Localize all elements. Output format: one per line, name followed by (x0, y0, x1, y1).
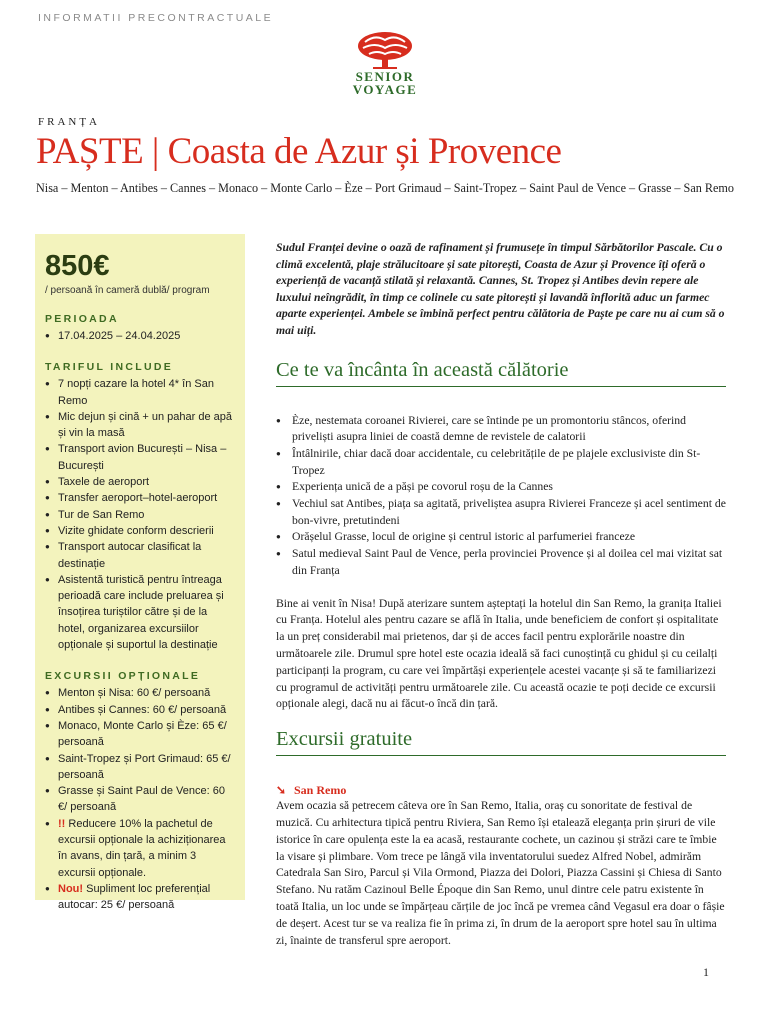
include-item: ● Mic dejun și cină + un pahar de apă și vin la masă (45, 409, 235, 442)
supplement-note (45, 881, 235, 914)
optional-heading: EXCURSII OPȚIONALE (45, 670, 201, 683)
period-list (45, 328, 235, 344)
include-item: ● Taxele de aeroport (45, 474, 235, 490)
supplement-text: Supliment loc preferențial autocar: 25 €/ persoană (58, 882, 211, 912)
san-remo-label: San Remo (294, 783, 347, 798)
includes-heading: TARIFUL INCLUDE (45, 361, 174, 374)
brand-line-2: VOYAGE (352, 82, 418, 97)
supplement-mark: Nou! (58, 882, 84, 895)
includes-list (45, 376, 235, 653)
intro-paragraph: Sudul Franței devine o oază de rafinament și frumusețe în timpul Sărbătorilor Pascale. Cu o climă excelentă, plaje strălucitoare și sate pitorești, Coasta de Azur și Provence îți oferă o experiență de vacanță stilată și relaxantă. Cannes, St. Tropez și Antibes devin repere ale luxului neîngrădit, în timp ce colinele cu sate pitorești și lavandă înflorită aduc un farmec aparte experienței. Ambele se îmbină perfect pentru călătoria de Paște pe care nu ai cum să o mai uiți. (276, 241, 725, 337)
highlights-list (276, 413, 726, 580)
optional-item: ● Menton și Nisa: 60 €/ persoană (45, 685, 235, 701)
welcome-paragraph: Bine ai venit în Nisa! După aterizare suntem așteptați la hotelul din San Remo, la granița Italiei cu Franța. Hotelul ales pentru cazare se află în Italia, unde beneficiem de confort și ospitalitate la un preț considerabil mai prietenos, dar și de acces facil pentru explorările noastre din următoarele zile. Drumul spre hotel este ocazia ideală să faci cunoștință cu ghidul și cu ceilalți participanți la program, cu care vei împărtăși experiențele acestei vacanțe și să te familiarizezi cu programul de activități pentru următoarele zile. Cu această ocazie te poți decide ce excursii opționale alegi, dacă nu ai făcut-o încă din țară. (276, 596, 722, 711)
brand-line-1: SENIOR (355, 69, 415, 84)
period-item: ● 17.04.2025 – 24.04.2025 (45, 328, 235, 344)
highlight-item: ● Vechiul sat Antibes, piața sa agitată, priveliștea asupra Rivierei Franceze și acel sentiment de bon-vivre, pretutindeni (276, 496, 726, 529)
price: 850€ (45, 250, 110, 282)
country-label: FRANȚA (38, 116, 101, 128)
highlight-item: ● Experiența unică de a păși pe covorul roșu de la Cannes (276, 479, 726, 496)
highlight-item: ● Orășelul Grasse, locul de origine și centrul istoric al parfumeriei franceze (276, 529, 726, 546)
page-title: PAȘTE | Coasta de Azur și Provence (36, 131, 562, 172)
include-item: ● Transfer aeroport–hotel-aeroport (45, 490, 235, 506)
top-label: INFORMATII PRECONTRACTUALE (38, 12, 274, 24)
highlight-item: ● Èze, nestemata coroanei Rivierei, care se întinde pe un promontoriu stâncos, oferind priveliști asupra liniei de coastă demne de revistele de calatorii (276, 413, 726, 446)
include-item: ● Asistentă turistică pentru întreaga perioadă care include preluarea și însoțirea turiștilor către și de la hotel, organizarea excursiilor opționale și suportul la destinație (45, 572, 235, 653)
senior-voyage-logo (340, 30, 430, 96)
optional-list (45, 685, 235, 913)
include-item: ● Vizite ghidate conform descrierii (45, 523, 235, 539)
discount-note (45, 816, 235, 881)
optional-item: ● Grasse și Saint Paul de Vence: 60 €/ persoană (45, 783, 235, 816)
san-remo-heading (276, 782, 726, 798)
include-item: ● 7 nopți cazare la hotel 4* în San Remo (45, 376, 235, 409)
discount-mark: !! (58, 817, 66, 830)
offer-sidebar (35, 234, 245, 912)
optional-item: ● Antibes și Cannes: 60 €/ persoană (45, 702, 235, 718)
page-number: 1 (703, 965, 709, 979)
tree-logo-icon (355, 30, 415, 70)
heading-free-excursions: Excursii gratuite (276, 727, 726, 756)
optional-item: ● Saint-Tropez și Port Grimaud: 65 €/ persoană (45, 751, 235, 784)
include-item: ● Transport avion București – Nisa – București (45, 441, 235, 474)
discount-text: Reducere 10% la pachetul de excursii opționale la achiziționarea în avans, din țară, a minim 3 excursii opționale. (58, 817, 226, 879)
optional-item: ● Monaco, Monte Carlo și Èze: 65 €/ persoană (45, 718, 235, 751)
highlight-item: ● Întâlnirile, chiar dacă doar accidentale, cu celebritățile de pe plajele exclusiviste din St-Tropez (276, 446, 726, 479)
arrow-down-right-icon: ➘ (276, 783, 287, 798)
period-heading: PERIOADA (45, 313, 119, 325)
heading-highlights: Ce te va încânta în această călătorie (276, 358, 726, 387)
include-item: ● Transport autocar clasificat la destinație (45, 539, 235, 572)
main-content (276, 240, 726, 949)
route-line: Nisa – Menton – Antibes – Cannes – Monaco – Monte Carlo – Èze – Port Grimaud – Saint-Tropez – Saint Paul de Vence – Grasse – San Remo (36, 181, 734, 195)
san-remo-paragraph: Avem ocazia să petrecem câteva ore în San Remo, Italia, oraș cu sonoritate de festival de muzică. Cu arhitectura tipică pentru Riviera, San Remo își etalează eleganța prin șiruri de vile istorice în care opulența este la ea acasă, restaurante cochete, un cazinou și străzi care te îmbie la visare și plimbare. Vom trece pe lângă vila inventatorului suedez Alfred Nobel, admirăm Catedrala San Siro, Parcul și Vila Ormond, Piazza dei Dolori, Piazza Cassini și Chiesa di Santo Stefano. Nu ratăm Cazinoul Belle Époque din San Remo, unul dintre cele patru existente în toată Italia, un loc unde se împărțeau cărțile de joc încă pe vremea când Vegasul era doar o fâșie de deșert. Acest tur se va realiza fie în prima zi, în drum de la aeroport spre hotel sau în ultima zi, înainte de transferul spre aeroport. (276, 799, 725, 947)
price-note: / persoană în cameră dublă/ program (45, 285, 210, 296)
include-item: ● Tur de San Remo (45, 507, 235, 523)
highlight-item: ● Satul medieval Saint Paul de Vence, perla provinciei Provence și al doilea cel mai vizitat sat din Franța (276, 546, 726, 579)
